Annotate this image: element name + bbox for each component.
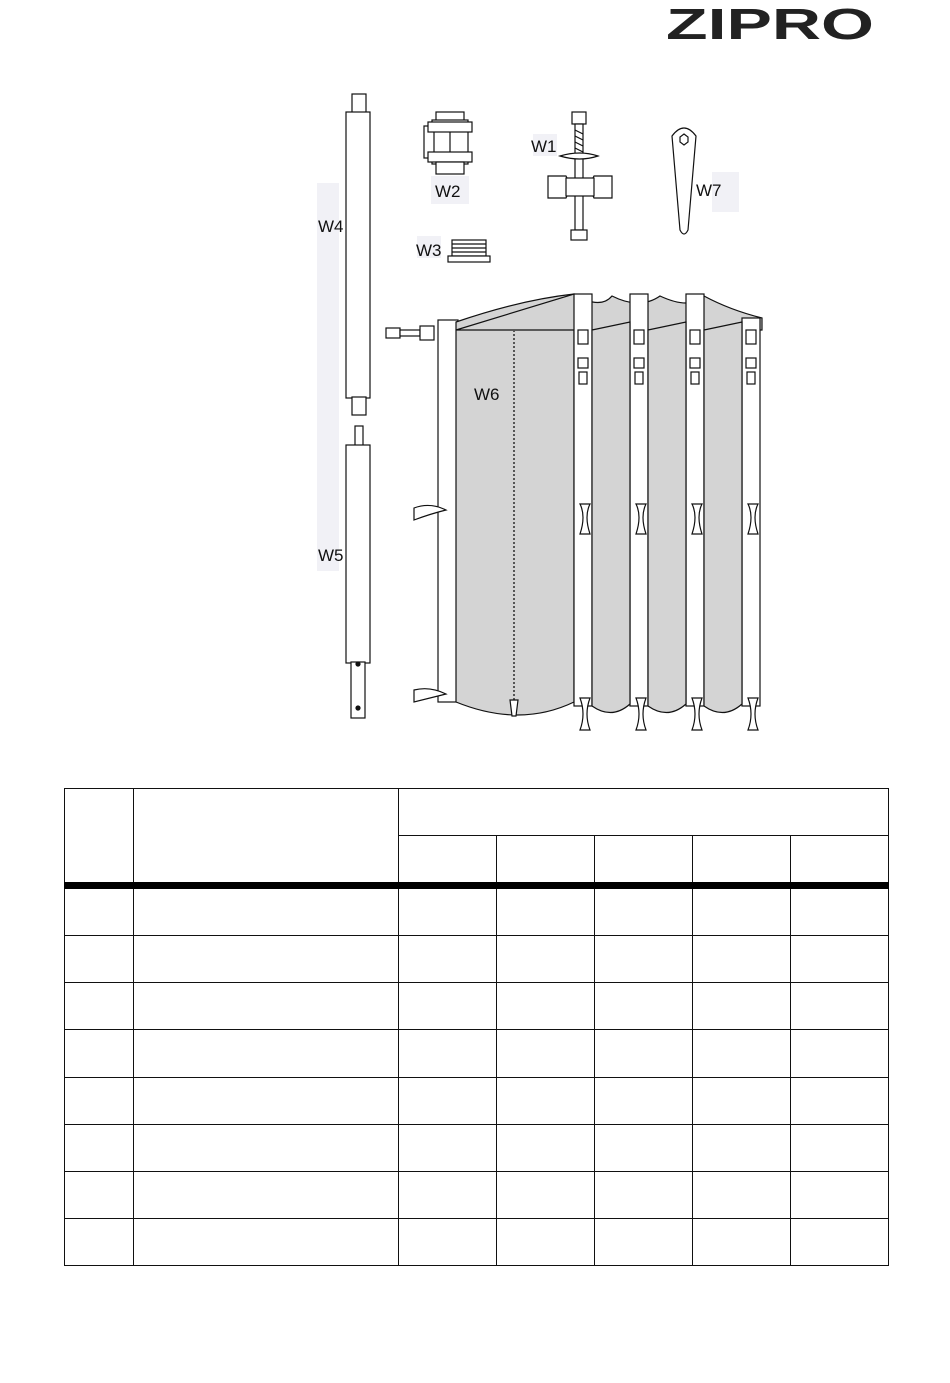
table-cell bbox=[134, 886, 399, 936]
table-cell bbox=[399, 936, 497, 983]
table-cell bbox=[595, 886, 693, 936]
subheader-cell bbox=[791, 836, 889, 886]
table-cell bbox=[693, 936, 791, 983]
table-cell bbox=[693, 1077, 791, 1124]
table-row bbox=[65, 1218, 889, 1265]
table-cell bbox=[595, 1030, 693, 1077]
label-w5: W5 bbox=[318, 546, 344, 565]
header-cell-no bbox=[65, 789, 134, 886]
table-cell bbox=[791, 1218, 889, 1265]
subheader-cell bbox=[399, 836, 497, 886]
table-cell bbox=[65, 1077, 134, 1124]
table-cell bbox=[595, 1124, 693, 1171]
table-cell bbox=[595, 1218, 693, 1265]
table-cell bbox=[595, 983, 693, 1030]
table-cell bbox=[134, 983, 399, 1030]
bolt-w1 bbox=[548, 112, 612, 240]
label-w3: W3 bbox=[416, 241, 442, 260]
table-row bbox=[65, 936, 889, 983]
table-row bbox=[65, 1171, 889, 1218]
table-cell bbox=[497, 1030, 595, 1077]
plug-w3 bbox=[448, 240, 490, 262]
table-cell bbox=[497, 1171, 595, 1218]
table-row bbox=[65, 1030, 889, 1077]
table-cell bbox=[791, 1171, 889, 1218]
wrench-w7 bbox=[672, 128, 696, 234]
parts-table bbox=[64, 788, 889, 1266]
table-cell bbox=[134, 936, 399, 983]
table-cell bbox=[791, 1077, 889, 1124]
table-cell bbox=[65, 1218, 134, 1265]
label-w6: W6 bbox=[474, 385, 500, 404]
table-cell bbox=[399, 1218, 497, 1265]
subheader-cell bbox=[595, 836, 693, 886]
table-cell bbox=[595, 936, 693, 983]
table-cell bbox=[497, 1077, 595, 1124]
table-cell bbox=[693, 1218, 791, 1265]
table-cell bbox=[791, 936, 889, 983]
table-cell bbox=[134, 1124, 399, 1171]
header-cell-quantity bbox=[399, 789, 889, 836]
pole-w5 bbox=[346, 426, 370, 718]
table-cell bbox=[693, 983, 791, 1030]
table-cell bbox=[65, 886, 134, 936]
table-cell bbox=[399, 886, 497, 936]
header-cell-name bbox=[134, 789, 399, 886]
subheader-cell bbox=[497, 836, 595, 886]
bracket-w2 bbox=[424, 112, 472, 174]
table-row bbox=[65, 983, 889, 1030]
logo-text: ZIPRO bbox=[666, 4, 874, 44]
label-w1: W1 bbox=[531, 137, 557, 156]
net-w6 bbox=[386, 294, 762, 730]
table-cell bbox=[65, 983, 134, 1030]
table-cell bbox=[791, 1124, 889, 1171]
label-w4: W4 bbox=[318, 217, 344, 236]
table-cell bbox=[791, 983, 889, 1030]
pole-w4 bbox=[346, 94, 370, 415]
table-cell bbox=[497, 1124, 595, 1171]
table-cell bbox=[497, 936, 595, 983]
table-cell bbox=[399, 1124, 497, 1171]
table-cell bbox=[497, 886, 595, 936]
table-cell bbox=[791, 886, 889, 936]
table-cell bbox=[134, 1077, 399, 1124]
table-cell bbox=[693, 886, 791, 936]
table-cell bbox=[497, 1218, 595, 1265]
table-cell bbox=[595, 1171, 693, 1218]
table-cell bbox=[134, 1218, 399, 1265]
table-cell bbox=[399, 983, 497, 1030]
table-cell bbox=[399, 1171, 497, 1218]
table-cell bbox=[134, 1030, 399, 1077]
table-row bbox=[65, 886, 889, 936]
table-cell bbox=[791, 1030, 889, 1077]
table-cell bbox=[497, 983, 595, 1030]
table-cell bbox=[693, 1124, 791, 1171]
table-cell bbox=[399, 1030, 497, 1077]
label-w7: W7 bbox=[696, 181, 722, 200]
table-cell bbox=[134, 1171, 399, 1218]
table-cell bbox=[693, 1030, 791, 1077]
table-cell bbox=[65, 1030, 134, 1077]
table-cell bbox=[595, 1077, 693, 1124]
table-cell bbox=[399, 1077, 497, 1124]
table-cell bbox=[65, 936, 134, 983]
label-w2: W2 bbox=[435, 182, 461, 201]
table-row bbox=[65, 1124, 889, 1171]
table-cell bbox=[65, 1171, 134, 1218]
subheader-cell bbox=[693, 836, 791, 886]
table-cell bbox=[65, 1124, 134, 1171]
table-row bbox=[65, 1077, 889, 1124]
table-cell bbox=[693, 1171, 791, 1218]
